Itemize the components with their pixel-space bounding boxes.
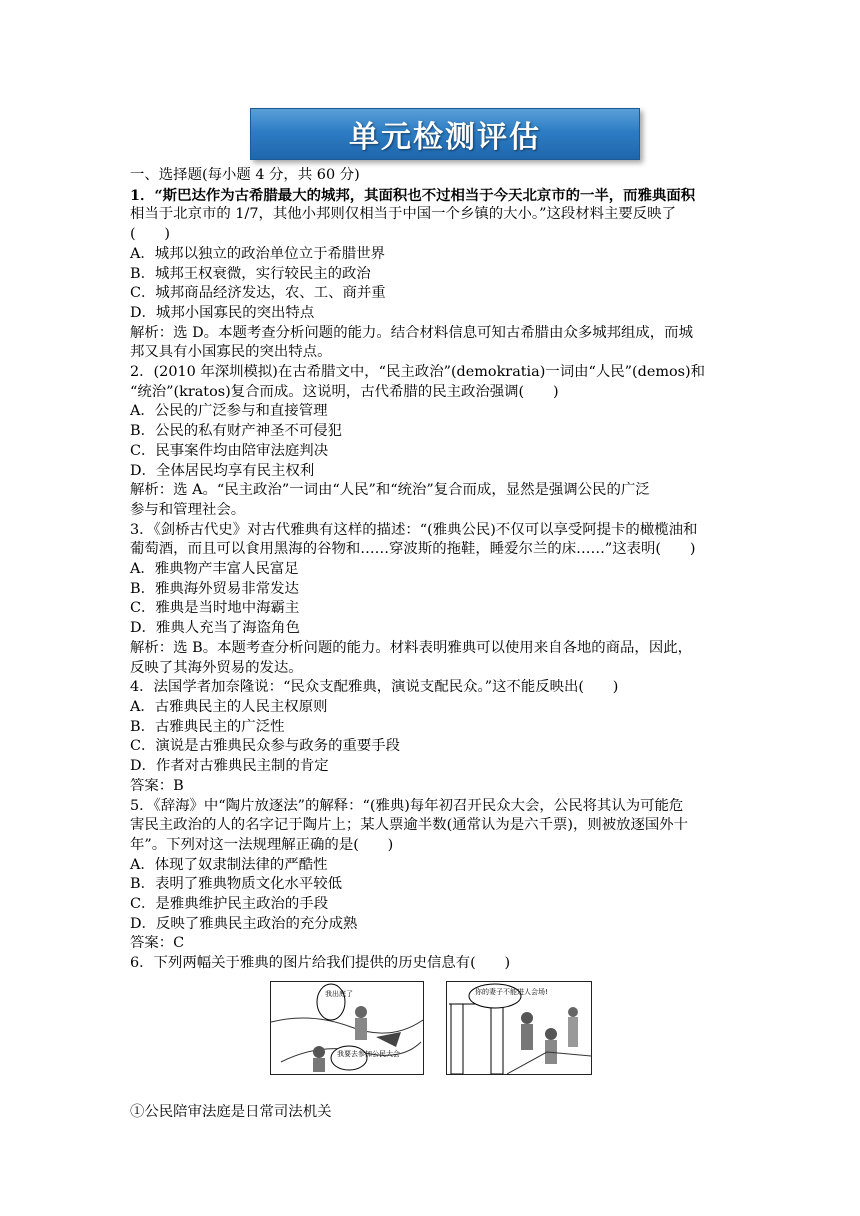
option-d: D．雅典人充当了海盗角色 (130, 620, 300, 637)
analysis-line: 邦又具有小国寡民的突出特点。 (130, 344, 332, 361)
question-5 (130, 797, 730, 955)
analysis-line: 解析：选 A。“民主政治”一词由“人民”和“统治”复合而成，显然是强调公民的广泛 (130, 482, 650, 499)
document-body (130, 166, 730, 974)
page-title: 单元检测评估 (349, 120, 541, 155)
bubble-text-2: 我要去参加公民大会 (337, 1050, 400, 1058)
option-b: B．公民的私有财产神圣不可侵犯 (130, 423, 343, 440)
analysis-line: 解析：选 D。本题考查分析问题的能力。结合材料信息可知古希腊由众多城邦组成，而城 (130, 324, 693, 341)
option-d: D．作者对古雅典民主制的肯定 (130, 758, 329, 775)
bubble-text-1: 我出庭了 (325, 990, 353, 998)
analysis-line: 反映了其海外贸易的发达。 (130, 659, 303, 676)
question-stem-line: “统治”(kratos)复合而成。这说明，古代希腊的民主政治强调( ) (130, 383, 559, 400)
option-a: A．城邦以独立的政治单位立于希腊世界 (130, 245, 386, 262)
option-d: D．反映了雅典民主政治的充分成熟 (130, 915, 358, 932)
option-d: D．全体居民均享有民主权利 (130, 462, 315, 479)
question-stem-line: 3．《剑桥古代史》对古代雅典有这样的描述：“(雅典公民)不仅可以享受阿提卡的橄榄油和 (130, 521, 698, 538)
option-a: A．古雅典民主的人民主权原则 (130, 698, 328, 715)
question-stem-line: 1．“斯巴达作为古希腊最大的城邦，其面积也不过相当于今天北京市的一半，而雅典面积 (130, 186, 696, 204)
figure-right-assembly-scene (446, 981, 592, 1075)
answer-line: 答案：C (130, 935, 185, 952)
option-c: C．演说是古雅典民众参与政务的重要手段 (130, 738, 401, 755)
question-6-figures (270, 981, 690, 1073)
option-b: B．雅典海外贸易非常发达 (130, 580, 299, 597)
question-1 (130, 186, 730, 363)
question-stem-line: 葡萄酒，而且可以食用黑海的谷物和……穿波斯的拖鞋，睡爱尔兰的床……”这表明( ) (130, 541, 696, 558)
bubble-text-3: 你的妻子不能进人会场! (475, 988, 548, 996)
option-a: A．体现了奴隶制法律的严酷性 (130, 856, 328, 873)
question-stem-line: 2．(2010 年深圳模拟)在古希腊文中，“民主政治”(demokratia)一词由“人民”(demos)和 (130, 364, 706, 381)
option-d: D．城邦小国寡民的突出特点 (130, 304, 315, 321)
option-a: A．雅典物产丰富人民富足 (130, 561, 299, 578)
option-c: C．民事案件均由陪审法庭判决 (130, 442, 329, 459)
option-c: C．城邦商品经济发达，农、工、商并重 (130, 285, 386, 302)
option-a: A．公民的广泛参与和直接管理 (130, 403, 328, 420)
question-stem-line: 4．法国学者加奈隆说：“民众支配雅典，演说支配民众。”这不能反映出( ) (130, 679, 619, 696)
question-stem-line: 害民主政治的人的名字记于陶片上；某人票逾半数(通常认为是六千票)，则被放逐国外十 (130, 817, 689, 834)
assembly-scene-illustration (447, 982, 591, 1074)
question-stem-line: ( ) (130, 226, 171, 243)
option-c: C．是雅典维护民主政治的手段 (130, 896, 329, 913)
question-stem-line: 5．《辞海》中“陶片放逐法”的解释：“(雅典)每年初召开民众大会，公民将其认为可能危 (130, 797, 684, 814)
analysis-line: 解析：选 B。本题考查分析问题的能力。材料表明雅典可以使用来自各地的商品，因此， (130, 639, 692, 656)
option-c: C．雅典是当时地中海霸主 (130, 600, 300, 617)
section-heading: 一、选择题(每小题 4 分，共 60 分) (130, 167, 360, 183)
question-stem-line: 6．下列两幅关于雅典的图片给我们提供的历史信息有( ) (130, 955, 511, 972)
question-6 (130, 954, 730, 974)
question-4 (130, 678, 730, 796)
title-banner (250, 108, 640, 160)
answer-line: 答案：B (130, 777, 184, 794)
analysis-line: 参与和管理社会。 (130, 501, 246, 518)
court-scene-illustration (271, 982, 423, 1074)
question-stem-line: 年”。下列对这一法规理解正确的是( ) (130, 836, 394, 853)
option-b: B．古雅典民主的广泛性 (130, 718, 285, 735)
question-2 (130, 363, 730, 521)
question-3 (130, 521, 730, 679)
option-b: B．表明了雅典物质文化水平较低 (130, 876, 343, 893)
question-stem-line: 相当于北京市的 1/7，其他小邦则仅相当于中国一个乡镇的大小。”这段材料主要反映了 (130, 206, 676, 223)
figure-left-court-scene (270, 981, 424, 1075)
q6-option-1: ①公民陪审法庭是日常司法机关 (130, 1104, 332, 1121)
option-b: B．城邦王权衰微，实行较民主的政治 (130, 265, 371, 282)
